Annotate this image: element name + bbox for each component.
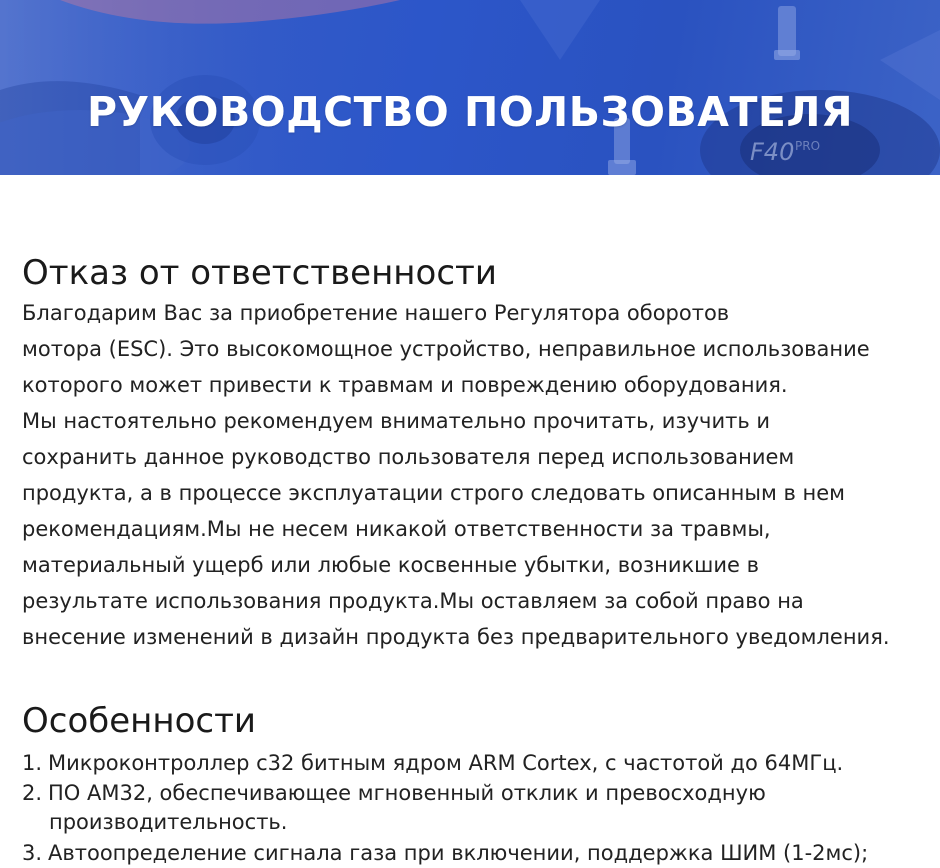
disclaimer-line: Мы настоятельно рекомендуем внимательно прочитать, изучить и bbox=[22, 409, 771, 433]
disclaimer-line: продукта, а в процессе эксплуатации строго следовать описанным в нем bbox=[22, 481, 846, 505]
feature-item bbox=[22, 779, 934, 837]
feature-text: Микроконтроллер с32 битным ядром ARM Cortex, с частотой до 64МГц. bbox=[48, 751, 844, 775]
feature-item bbox=[22, 839, 934, 868]
feature-text: Автоопределение сигнала газа при включении, поддержка ШИМ (1-2мс); bbox=[48, 841, 869, 865]
svg-text:PRO: PRO bbox=[795, 139, 821, 153]
features-heading: Особенности bbox=[22, 701, 256, 741]
svg-text:F40: F40 bbox=[750, 138, 795, 166]
disclaimer-heading: Отказ от ответственности bbox=[22, 253, 497, 293]
disclaimer-line: рекомендациям.Мы не несем никакой ответственности за травмы, bbox=[22, 517, 771, 541]
disclaimer-line: результате использования продукта.Мы оставляем за собой право на bbox=[22, 589, 804, 613]
feature-number: 2. bbox=[22, 781, 43, 805]
disclaimer-line: мотора (ESC). Это высокомощное устройство, неправильное использование bbox=[22, 337, 870, 361]
disclaimer-line: материальный ущерб или любые косвенные убытки, возникшие в bbox=[22, 553, 760, 577]
feature-text: ПО AM32, обеспечивающее мгновенный отклик и превосходную bbox=[48, 781, 766, 805]
feature-item bbox=[22, 749, 934, 778]
page-title: РУКОВОДСТВО ПОЛЬЗОВАТЕЛЯ bbox=[86, 88, 854, 137]
feature-text-continuation: производительность. bbox=[49, 810, 288, 834]
feature-number: 3. bbox=[22, 841, 43, 865]
feature-number: 1. bbox=[22, 751, 43, 775]
header-banner bbox=[0, 0, 940, 175]
disclaimer-line: которого может привести к травмам и повреждению оборудования. bbox=[22, 373, 788, 397]
disclaimer-line: внесение изменений в дизайн продукта без предварительного уведомления. bbox=[22, 625, 890, 649]
disclaimer-line: сохранить данное руководство пользователя перед использованием bbox=[22, 445, 795, 469]
disclaimer-line: Благодарим Вас за приобретение нашего Регулятора оборотов bbox=[22, 301, 730, 325]
